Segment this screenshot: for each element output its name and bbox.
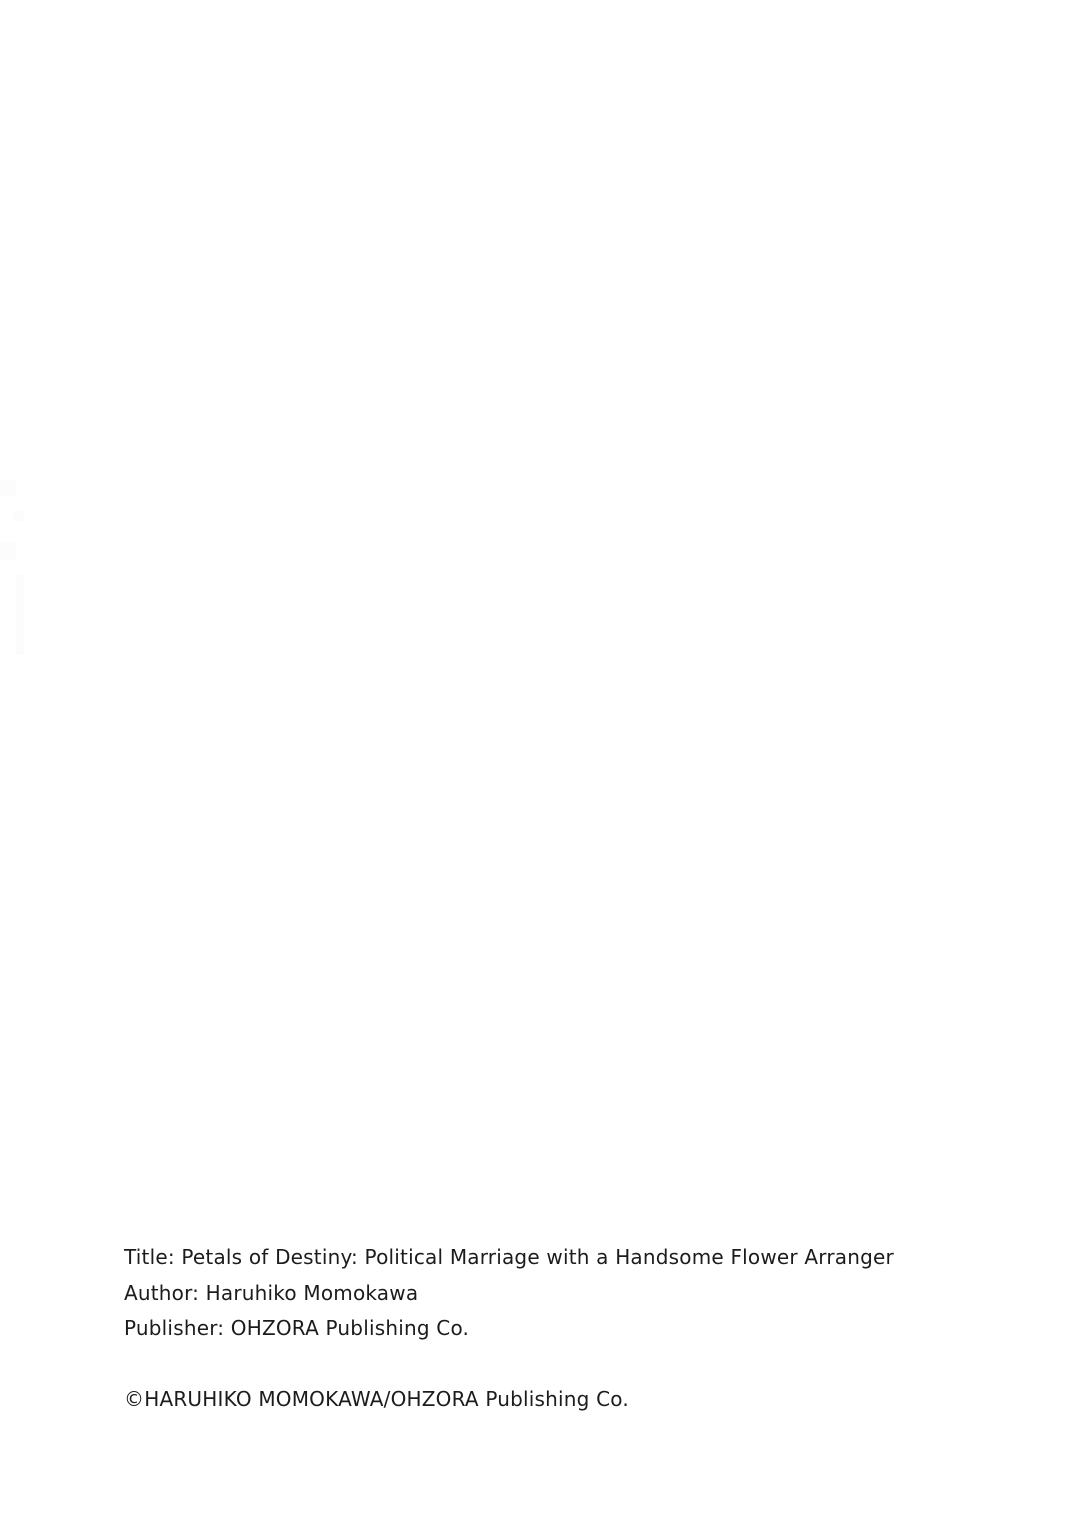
book-title-line: Title: Petals of Destiny: Political Marriage with a Handsome Flower Arranger <box>124 1245 894 1269</box>
scan-artifact <box>0 542 16 560</box>
colophon-text-block <box>124 1240 1020 1418</box>
blank-line <box>124 1347 1020 1383</box>
copyright-line: ©HARUHIKO MOMOKAWA/OHZORA Publishing Co. <box>124 1387 629 1411</box>
scan-artifact <box>14 511 24 521</box>
scan-artifact <box>16 575 24 655</box>
scan-artifact <box>0 480 16 496</box>
book-publisher-line: Publisher: OHZORA Publishing Co. <box>124 1316 470 1340</box>
book-author-line: Author: Haruhiko Momokawa <box>124 1280 419 1305</box>
